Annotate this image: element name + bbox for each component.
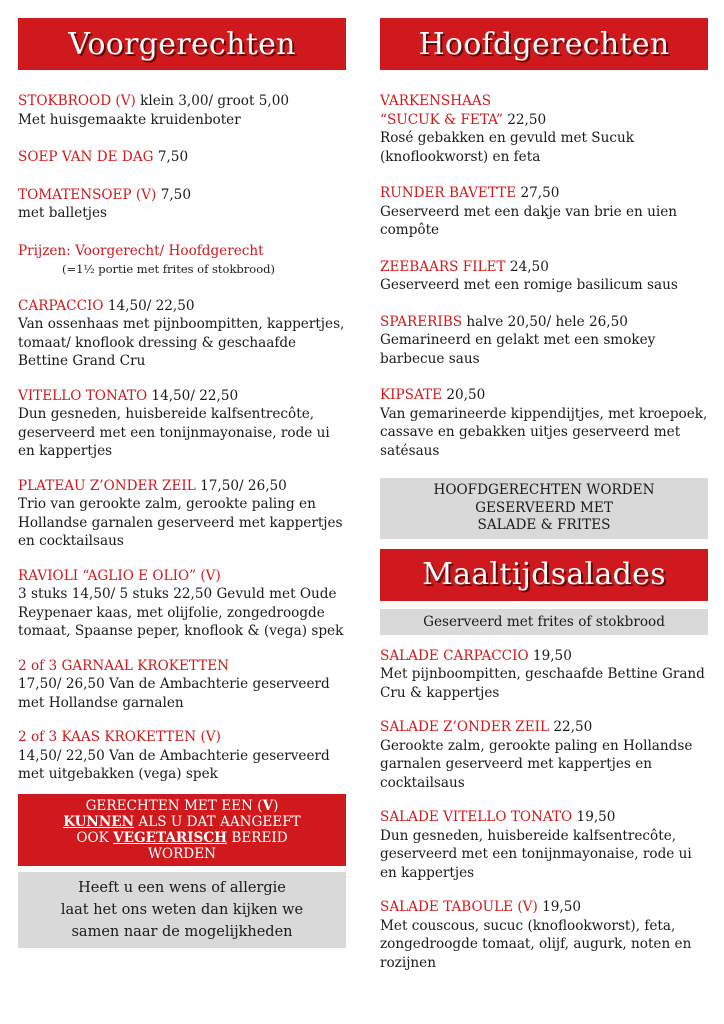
- item-desc: Geserveerd met een romige basilicum saus: [380, 277, 678, 293]
- item-price: halve 20,50/ hele 26,50: [462, 313, 628, 330]
- menu-item: [380, 184, 708, 240]
- item-desc: Gemarineerd en gelakt met een smokey barbecue saus: [380, 332, 656, 367]
- veg-note-text: ): [273, 797, 279, 814]
- starters-title: Voorgerechten: [68, 26, 296, 62]
- menu-item: [380, 898, 708, 972]
- item-name: STOKBROOD (V): [18, 93, 136, 109]
- mains-note-line: SALADE & FRITES: [477, 517, 611, 533]
- mains-note-line: HOOFDGERECHTEN WORDEN: [433, 482, 655, 498]
- item-desc: Met couscous, sucuc (knoflookworst), feta, zongedroogde tomaat, olijf, augurk, noten en rozijnen: [380, 917, 692, 971]
- menu-item: [380, 808, 708, 882]
- item-desc: 3 stuks 14,50/ 5 stuks 22,50 Gevuld met Oude Reypenaer kaas, met olijfolie, zongedroogde tomaat, Spaanse peper, knoflook & (vega) spek: [18, 586, 344, 639]
- item-price: 22,50: [549, 719, 593, 735]
- veg-note-text: WORDEN: [147, 845, 217, 862]
- menu-item: [380, 92, 708, 166]
- item-desc: Van gemarineerde kippendijtjes, met kroepoek, cassave en gebakken uitjes geserveerd met satésaus: [380, 405, 708, 459]
- item-price: 19,50: [572, 809, 616, 825]
- item-price: 22,50: [502, 111, 547, 128]
- item-name: SALADE CARPACCIO: [380, 647, 529, 664]
- mains-note-line: GESERVEERD MET: [475, 499, 613, 516]
- item-name: PLATEAU Z’ONDER ZEIL: [18, 477, 196, 494]
- item-desc: Gerookte zalm, gerookte paling en Hollandse garnalen geserveerd met kappertjes en cocktailsaus: [380, 737, 693, 791]
- allergy-line: laat het ons weten dan kijken we: [60, 901, 304, 918]
- menu-item: [18, 186, 346, 223]
- item-desc: Geserveerd met een dakje van brie en uien compôte: [380, 203, 678, 238]
- item-desc: Met pijnboompitten, geschaafde Bettine Grand Cru & kappertjes: [380, 666, 705, 701]
- veg-note-kunnen: KUNNEN: [63, 813, 135, 830]
- mains-column: [380, 18, 708, 972]
- item-price: klein 3,00/ groot 5,00: [135, 93, 290, 109]
- menu-item: [18, 92, 346, 129]
- item-name: SALADE Z’ONDER ZEIL: [380, 719, 550, 735]
- veg-note-text: BEREID: [227, 829, 288, 846]
- item-name: 2 of 3 GARNAAL KROKETTEN: [18, 657, 230, 674]
- salads-served-note: [380, 609, 708, 635]
- menu-item: [18, 387, 346, 461]
- salads-sub: Geserveerd met frites of stokbrood: [423, 613, 665, 630]
- veg-note-text: OOK: [76, 829, 114, 846]
- item-name: SALADE TABOULE (V): [380, 899, 538, 915]
- salads-banner: [380, 549, 708, 601]
- item-price: 14,50/ 22,50: [103, 297, 195, 314]
- item-price: 19,50: [537, 899, 582, 915]
- menu-item: [380, 386, 708, 460]
- item-price: 17,50/ 26,50: [195, 477, 287, 494]
- menu-item: [18, 477, 346, 551]
- menu-item: [18, 728, 346, 784]
- allergy-note: [18, 872, 346, 948]
- veg-note-vegetarisch: VEGETARISCH: [113, 829, 228, 846]
- item-desc: Met huisgemaakte kruidenboter: [18, 111, 241, 128]
- item-desc: 14,50/ 22,50 Van de Ambachterie geserveerd met uitgebakken (vega) spek: [18, 747, 330, 782]
- vegetarian-note: [18, 794, 346, 866]
- item-price: 7,50: [153, 149, 189, 165]
- veg-note-v: V: [262, 797, 274, 814]
- item-desc: Dun gesneden, huisbereide kalfsentrecôte, geserveerd met een tonijnmayonaise, rode ui en kappertjes: [380, 827, 692, 881]
- item-name: TOMATENSOEP (V): [18, 186, 157, 203]
- menu-item: [18, 148, 346, 167]
- menu-item: [18, 567, 346, 641]
- price-note-sub: (=1½ portie met frites of stokbrood): [62, 262, 275, 276]
- item-name: 2 of 3 KAAS KROKETTEN (V): [18, 729, 221, 745]
- item-name: RAVIOLI “AGLIO E OLIO” (V): [18, 567, 221, 584]
- item-name: KIPSATE: [380, 387, 443, 403]
- veg-note-text: GERECHTEN MET EEN (: [85, 797, 263, 814]
- item-name: RUNDER BAVETTE: [380, 185, 517, 201]
- item-name: VITELLO TONATO: [18, 387, 148, 404]
- menu-item: [18, 297, 346, 371]
- item-price: 24,50: [505, 258, 549, 275]
- veg-note-text: ALS U DAT AANGEEFT: [134, 813, 301, 830]
- price-note-title: Prijzen: Voorgerecht/ Hoofdgerecht: [18, 242, 264, 259]
- menu-item: [380, 647, 708, 703]
- allergy-line: samen naar de mogelijkheden: [71, 923, 293, 940]
- menu-item: [380, 258, 708, 295]
- salads-title: Maaltijdsalades: [422, 557, 666, 592]
- price-note: [18, 242, 346, 279]
- item-name-sub: “SUCUK & FETA”: [380, 111, 503, 128]
- menu-item: [380, 718, 708, 792]
- item-name: SOEP VAN DE DAG: [18, 149, 154, 165]
- starters-column: [18, 18, 346, 948]
- item-desc: Rosé gebakken en gevuld met Sucuk (knoflookworst) en feta: [380, 130, 634, 165]
- item-desc: Van ossenhaas met pijnboompitten, kappertjes, tomaat/ knoflook dressing & geschaafde Bettine Grand Cru: [18, 316, 345, 369]
- item-name: VARKENSHAAS: [380, 93, 492, 109]
- item-name: ZEEBAARS FILET: [380, 258, 506, 275]
- item-desc: Trio van gerookte zalm, gerookte paling en Hollandse garnalen geserveerd met kappertjes en cocktailsaus: [18, 496, 343, 549]
- item-desc: met balletjes: [18, 205, 107, 221]
- allergy-line: Heeft u een wens of allergie: [78, 879, 286, 896]
- mains-served-note: [380, 478, 708, 539]
- starters-banner: [18, 18, 346, 70]
- item-price: 27,50: [516, 185, 560, 201]
- menu-item: [380, 313, 708, 369]
- item-desc: 17,50/ 26,50 Van de Ambachterie geserveerd met Hollandse garnalen: [18, 676, 330, 711]
- item-name: SPARERIBS: [380, 313, 463, 330]
- item-price: 14,50/ 22,50: [147, 387, 239, 404]
- item-desc: Dun gesneden, huisbereide kalfsentrecôte, geserveerd met een tonijnmayonaise, rode ui en kappertjes: [18, 406, 330, 459]
- item-name: CARPACCIO: [18, 297, 104, 314]
- item-name: SALADE VITELLO TONATO: [380, 809, 573, 825]
- mains-title: Hoofdgerechten: [418, 26, 670, 62]
- item-price: 7,50: [156, 186, 191, 203]
- menu-item: [18, 657, 346, 713]
- item-price: 20,50: [442, 387, 486, 403]
- item-price: 19,50: [528, 647, 572, 664]
- mains-banner: [380, 18, 708, 70]
